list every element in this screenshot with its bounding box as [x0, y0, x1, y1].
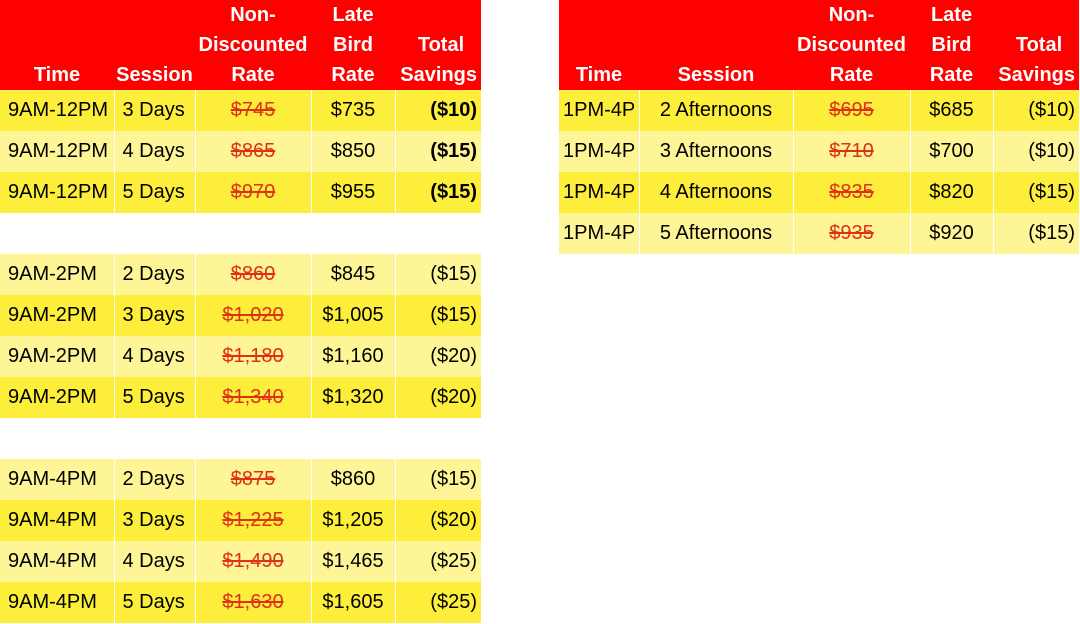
- savings-cell: ($20): [395, 336, 481, 377]
- time-cell: 9AM-2PM: [0, 254, 114, 295]
- header-total-savings: Total Savings: [395, 0, 481, 90]
- savings-cell: ($15): [395, 254, 481, 295]
- non-discounted-cell: $710: [793, 131, 910, 172]
- non-discounted-cell: $835: [793, 172, 910, 213]
- table-row: [0, 131, 481, 172]
- savings-cell: ($25): [395, 541, 481, 582]
- table-row: [559, 213, 1079, 254]
- left-header-row: [0, 0, 481, 90]
- time-cell: 9AM-2PM: [0, 336, 114, 377]
- time-cell: 1PM-4P: [559, 172, 639, 213]
- non-discounted-cell: $1,630: [195, 582, 311, 623]
- savings-cell: ($15): [395, 459, 481, 500]
- right-pricing-table: [559, 0, 1079, 254]
- table-row: [559, 131, 1079, 172]
- session-cell: 4 Days: [114, 336, 195, 377]
- time-cell: 9AM-12PM: [0, 90, 114, 131]
- time-cell: 1PM-4P: [559, 213, 639, 254]
- late-bird-cell: $860: [311, 459, 395, 500]
- left-pricing-table: [0, 0, 481, 623]
- session-cell: 2 Days: [114, 459, 195, 500]
- non-discounted-cell: $865: [195, 131, 311, 172]
- late-bird-cell: $1,465: [311, 541, 395, 582]
- session-cell: 3 Days: [114, 295, 195, 336]
- table-row: [559, 90, 1079, 131]
- table-row: [0, 90, 481, 131]
- late-bird-cell: $820: [910, 172, 993, 213]
- header-late-bird-rate: Late Bird Rate: [311, 0, 395, 90]
- late-bird-cell: $1,605: [311, 582, 395, 623]
- session-cell: 2 Days: [114, 254, 195, 295]
- late-bird-cell: $955: [311, 172, 395, 213]
- savings-cell: ($15): [993, 172, 1079, 213]
- spacer-row: [0, 213, 481, 254]
- table-row: [0, 459, 481, 500]
- late-bird-cell: $1,005: [311, 295, 395, 336]
- savings-cell: ($15): [395, 131, 481, 172]
- session-cell: 5 Days: [114, 377, 195, 418]
- table-row: [0, 172, 481, 213]
- non-discounted-cell: $1,180: [195, 336, 311, 377]
- non-discounted-cell: $970: [195, 172, 311, 213]
- session-cell: 4 Days: [114, 131, 195, 172]
- header-time: Time: [0, 0, 114, 90]
- header-session: Session: [639, 0, 793, 90]
- right-header-row: [559, 0, 1079, 90]
- session-cell: 3 Days: [114, 90, 195, 131]
- time-cell: 9AM-4PM: [0, 582, 114, 623]
- table-row: [0, 254, 481, 295]
- late-bird-cell: $920: [910, 213, 993, 254]
- time-cell: 9AM-2PM: [0, 377, 114, 418]
- table-row: [559, 172, 1079, 213]
- time-cell: 1PM-4P: [559, 131, 639, 172]
- session-cell: 4 Afternoons: [639, 172, 793, 213]
- session-cell: 5 Days: [114, 172, 195, 213]
- savings-cell: ($10): [993, 131, 1079, 172]
- table-row: [0, 582, 481, 623]
- header-time: Time: [559, 0, 639, 90]
- time-cell: 9AM-2PM: [0, 295, 114, 336]
- savings-cell: ($15): [993, 213, 1079, 254]
- non-discounted-cell: $1,340: [195, 377, 311, 418]
- late-bird-cell: $1,320: [311, 377, 395, 418]
- savings-cell: ($10): [993, 90, 1079, 131]
- header-non-discounted-rate: Non- Discounted Rate: [195, 0, 311, 90]
- late-bird-cell: $685: [910, 90, 993, 131]
- table-row: [0, 500, 481, 541]
- late-bird-cell: $735: [311, 90, 395, 131]
- late-bird-cell: $850: [311, 131, 395, 172]
- session-cell: 4 Days: [114, 541, 195, 582]
- session-cell: 3 Afternoons: [639, 131, 793, 172]
- savings-cell: ($15): [395, 172, 481, 213]
- non-discounted-cell: $1,490: [195, 541, 311, 582]
- header-non-discounted-rate: Non- Discounted Rate: [793, 0, 910, 90]
- header-total-savings: Total Savings: [993, 0, 1079, 90]
- savings-cell: ($10): [395, 90, 481, 131]
- late-bird-cell: $845: [311, 254, 395, 295]
- savings-cell: ($20): [395, 500, 481, 541]
- non-discounted-cell: $875: [195, 459, 311, 500]
- savings-cell: ($25): [395, 582, 481, 623]
- late-bird-cell: $700: [910, 131, 993, 172]
- table-row: [0, 336, 481, 377]
- session-cell: 5 Days: [114, 582, 195, 623]
- late-bird-cell: $1,160: [311, 336, 395, 377]
- non-discounted-cell: $695: [793, 90, 910, 131]
- non-discounted-cell: $860: [195, 254, 311, 295]
- session-cell: 5 Afternoons: [639, 213, 793, 254]
- table-row: [0, 295, 481, 336]
- non-discounted-cell: $1,225: [195, 500, 311, 541]
- spacer-row: [0, 418, 481, 459]
- time-cell: 9AM-4PM: [0, 500, 114, 541]
- time-cell: 9AM-4PM: [0, 541, 114, 582]
- time-cell: 9AM-12PM: [0, 131, 114, 172]
- savings-cell: ($15): [395, 295, 481, 336]
- header-session: Session: [114, 0, 195, 90]
- non-discounted-cell: $1,020: [195, 295, 311, 336]
- late-bird-cell: $1,205: [311, 500, 395, 541]
- header-late-bird-rate: Late Bird Rate: [910, 0, 993, 90]
- session-cell: 2 Afternoons: [639, 90, 793, 131]
- savings-cell: ($20): [395, 377, 481, 418]
- non-discounted-cell: $745: [195, 90, 311, 131]
- time-cell: 1PM-4P: [559, 90, 639, 131]
- time-cell: 9AM-12PM: [0, 172, 114, 213]
- time-cell: 9AM-4PM: [0, 459, 114, 500]
- table-row: [0, 541, 481, 582]
- session-cell: 3 Days: [114, 500, 195, 541]
- non-discounted-cell: $935: [793, 213, 910, 254]
- table-row: [0, 377, 481, 418]
